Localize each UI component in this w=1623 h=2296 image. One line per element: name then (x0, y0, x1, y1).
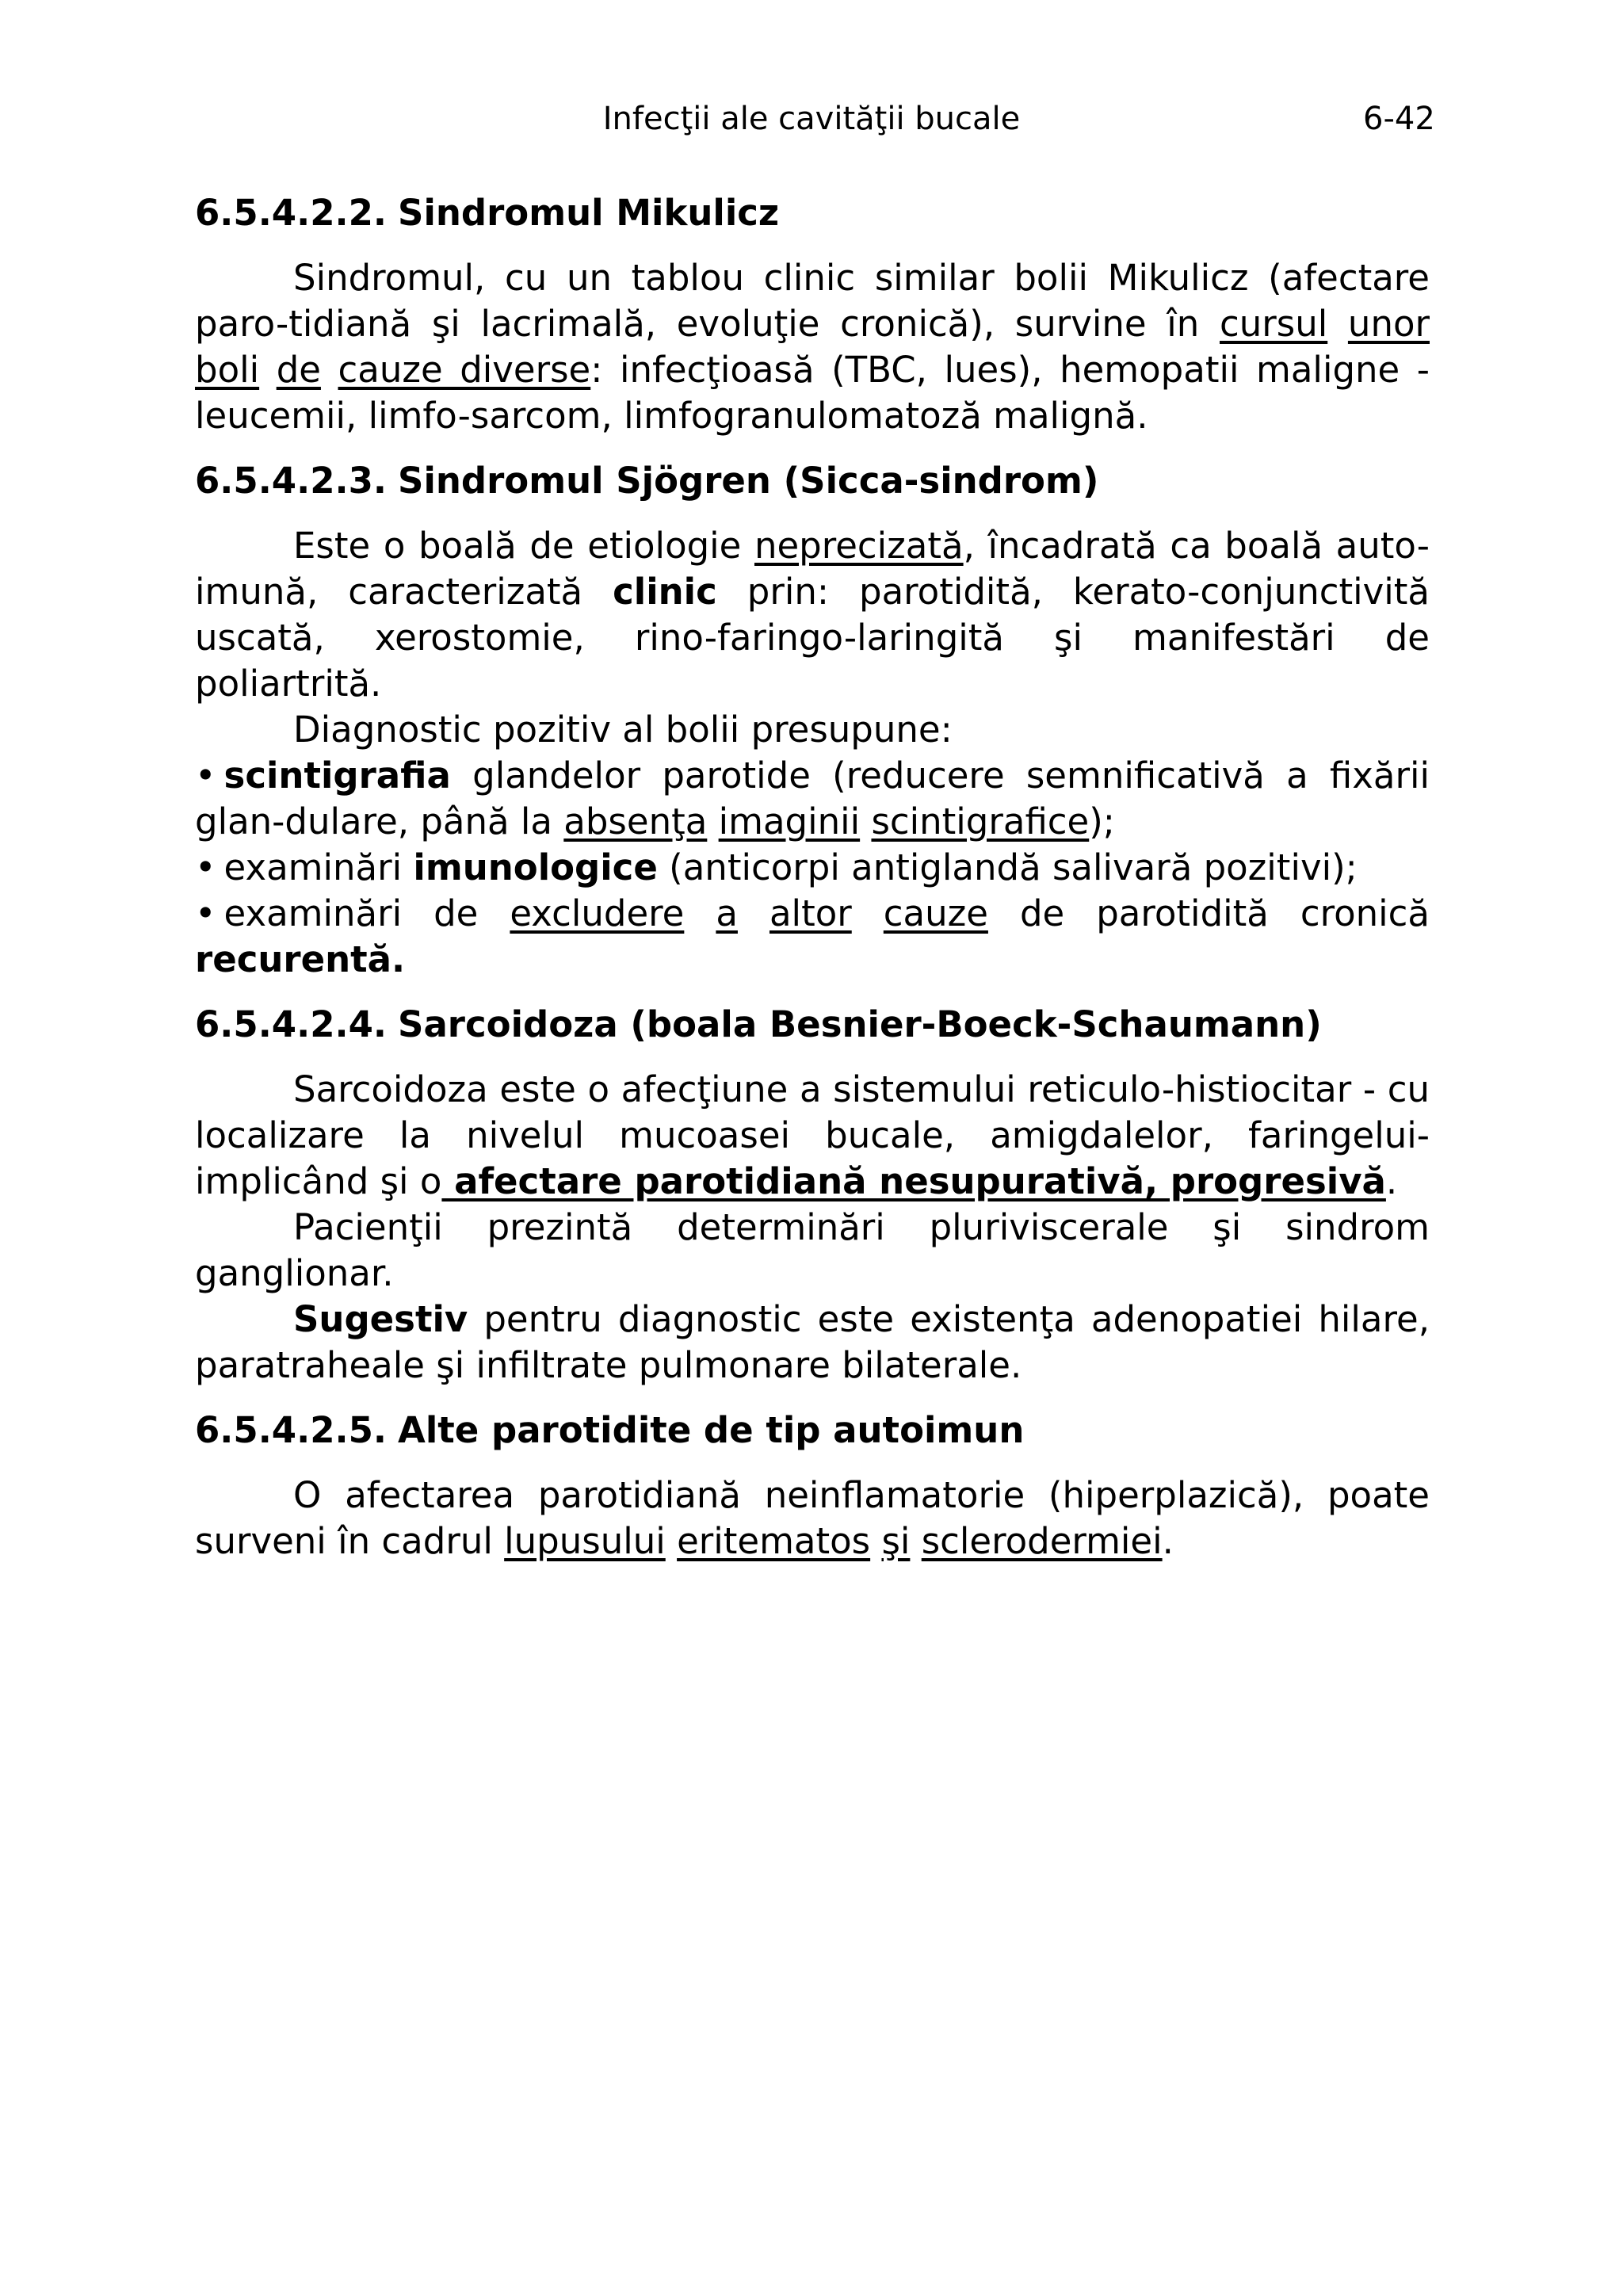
text-run: Sarcoidoza este o afecţiune a sistemului reticulo-histiocitar - cu localizare la nivelul mucoasei bucale, amigdalelor, faringelui- implicând şi o (195, 1068, 1430, 1202)
bold-text: recurentă. (195, 938, 406, 980)
underlined-text: cauze diverse (338, 349, 591, 391)
text-run: (anticorpi antiglandă salivară pozitivi); (657, 846, 1358, 888)
bullet-icon: • (195, 846, 216, 888)
underlined-text: boli (195, 349, 260, 391)
bullet-item (195, 891, 1430, 983)
section-alte-parotidite (195, 1408, 1430, 1564)
text-run: Este o boală de etiologie (293, 525, 754, 567)
underlined-text: imaginii (718, 800, 861, 842)
text-run: ); (1089, 800, 1115, 842)
section-number: 6.5.4.2.4. (195, 1003, 388, 1045)
section-title: Sindromul Sjögren (Sicca-sindrom) (398, 460, 1099, 502)
text-run: Sindromul, cu un tablou clinic similar bolii Mikulicz (afectare paro-tidiană şi lacrimală, evoluţie cronică), survine în (195, 257, 1430, 345)
section-title: Sarcoidoza (boala Besnier-Boeck-Schaumann) (398, 1003, 1322, 1045)
section-title: Alte parotidite de tip autoimun (398, 1409, 1025, 1451)
section-mikulicz (195, 190, 1430, 439)
paragraph (195, 523, 1430, 707)
paragraph: Diagnostic pozitiv al bolii presupune: (293, 709, 953, 751)
underlined-text: cauze (883, 892, 988, 934)
section-heading (195, 1408, 1430, 1454)
section-sarcoidoza (195, 1002, 1430, 1389)
paragraph (195, 1067, 1430, 1205)
text-run: examinări de (223, 892, 510, 934)
underlined-text: neprecizată (754, 525, 964, 567)
underlined-text: unor (1347, 303, 1430, 345)
bold-underlined-text: afectare parotidiană nesupurativă, progresivă (441, 1160, 1386, 1202)
paragraph (195, 255, 1430, 439)
text-run: pentru diagnostic este existenţa adenopatiei hilare, paratraheale şi infiltrate pulmonare bilaterale. (195, 1298, 1430, 1386)
text-run: : infecţioasă (TBC, lues), hemopatii maligne - leucemii, limfo-sarcom, limfogranulomatoză malignă. (195, 349, 1430, 437)
underlined-text: a (716, 892, 738, 934)
text-run: , încadrată ca boală auto-imună, caracterizată (195, 525, 1430, 613)
section-number: 6.5.4.2.3. (195, 460, 388, 502)
section-heading (195, 1002, 1430, 1048)
underlined-text: lupusului (504, 1520, 666, 1562)
bullet-item (195, 845, 1430, 891)
bullet-icon: • (195, 755, 216, 797)
text-run: examinări (223, 846, 414, 888)
underlined-text: de (276, 349, 321, 391)
bold-text: imunologice (413, 846, 658, 888)
paragraph (195, 1473, 1430, 1564)
underlined-text: absenţa (563, 800, 708, 842)
text-run: O afectarea parotidiană neinflamatorie (hiperplazică), poate surveni în cadrul (195, 1474, 1430, 1562)
underlined-text: altor (769, 892, 852, 934)
text-run: . (1385, 1160, 1398, 1202)
bold-text: Sugestiv (293, 1298, 468, 1340)
page-body (195, 190, 1430, 1584)
underlined-text: şi (881, 1520, 911, 1562)
section-number: 6.5.4.2.5. (195, 1409, 388, 1451)
bold-text: scintigrafia (223, 755, 451, 797)
underlined-text: eritematos (677, 1520, 871, 1562)
bullet-icon: • (195, 892, 216, 934)
underlined-text: excludere (510, 892, 685, 934)
bullet-item (195, 753, 1430, 845)
underlined-text: sclerodermiei (921, 1520, 1163, 1562)
paragraph (195, 1297, 1430, 1389)
section-sjogren (195, 458, 1430, 983)
text-run: . (1162, 1520, 1174, 1562)
section-title: Sindromul Mikulicz (398, 192, 780, 234)
text-run: glandelor parotide (reducere semnificativă a fixării glan-dulare, până la (195, 755, 1430, 842)
section-number: 6.5.4.2.2. (195, 192, 388, 234)
underlined-text: scintigrafice (871, 800, 1090, 842)
section-heading (195, 458, 1430, 504)
paragraph: Pacienţii prezintă determinări pluriviscerale şi sindrom ganglionar. (195, 1206, 1430, 1294)
section-heading (195, 190, 1430, 236)
bold-text: clinic (613, 571, 717, 613)
text-run: de parotidită cronică (987, 892, 1430, 934)
text-run: prin: parotidită, kerato-conjunctivită uscată, xerostomie, rino-faringo-laringită şi manifestări de poliartrită. (195, 571, 1430, 705)
page-number: 6-42 (1363, 101, 1435, 137)
running-header-title: Infecţii ale cavităţii bucale (602, 101, 1021, 137)
underlined-text: cursul (1220, 303, 1328, 345)
